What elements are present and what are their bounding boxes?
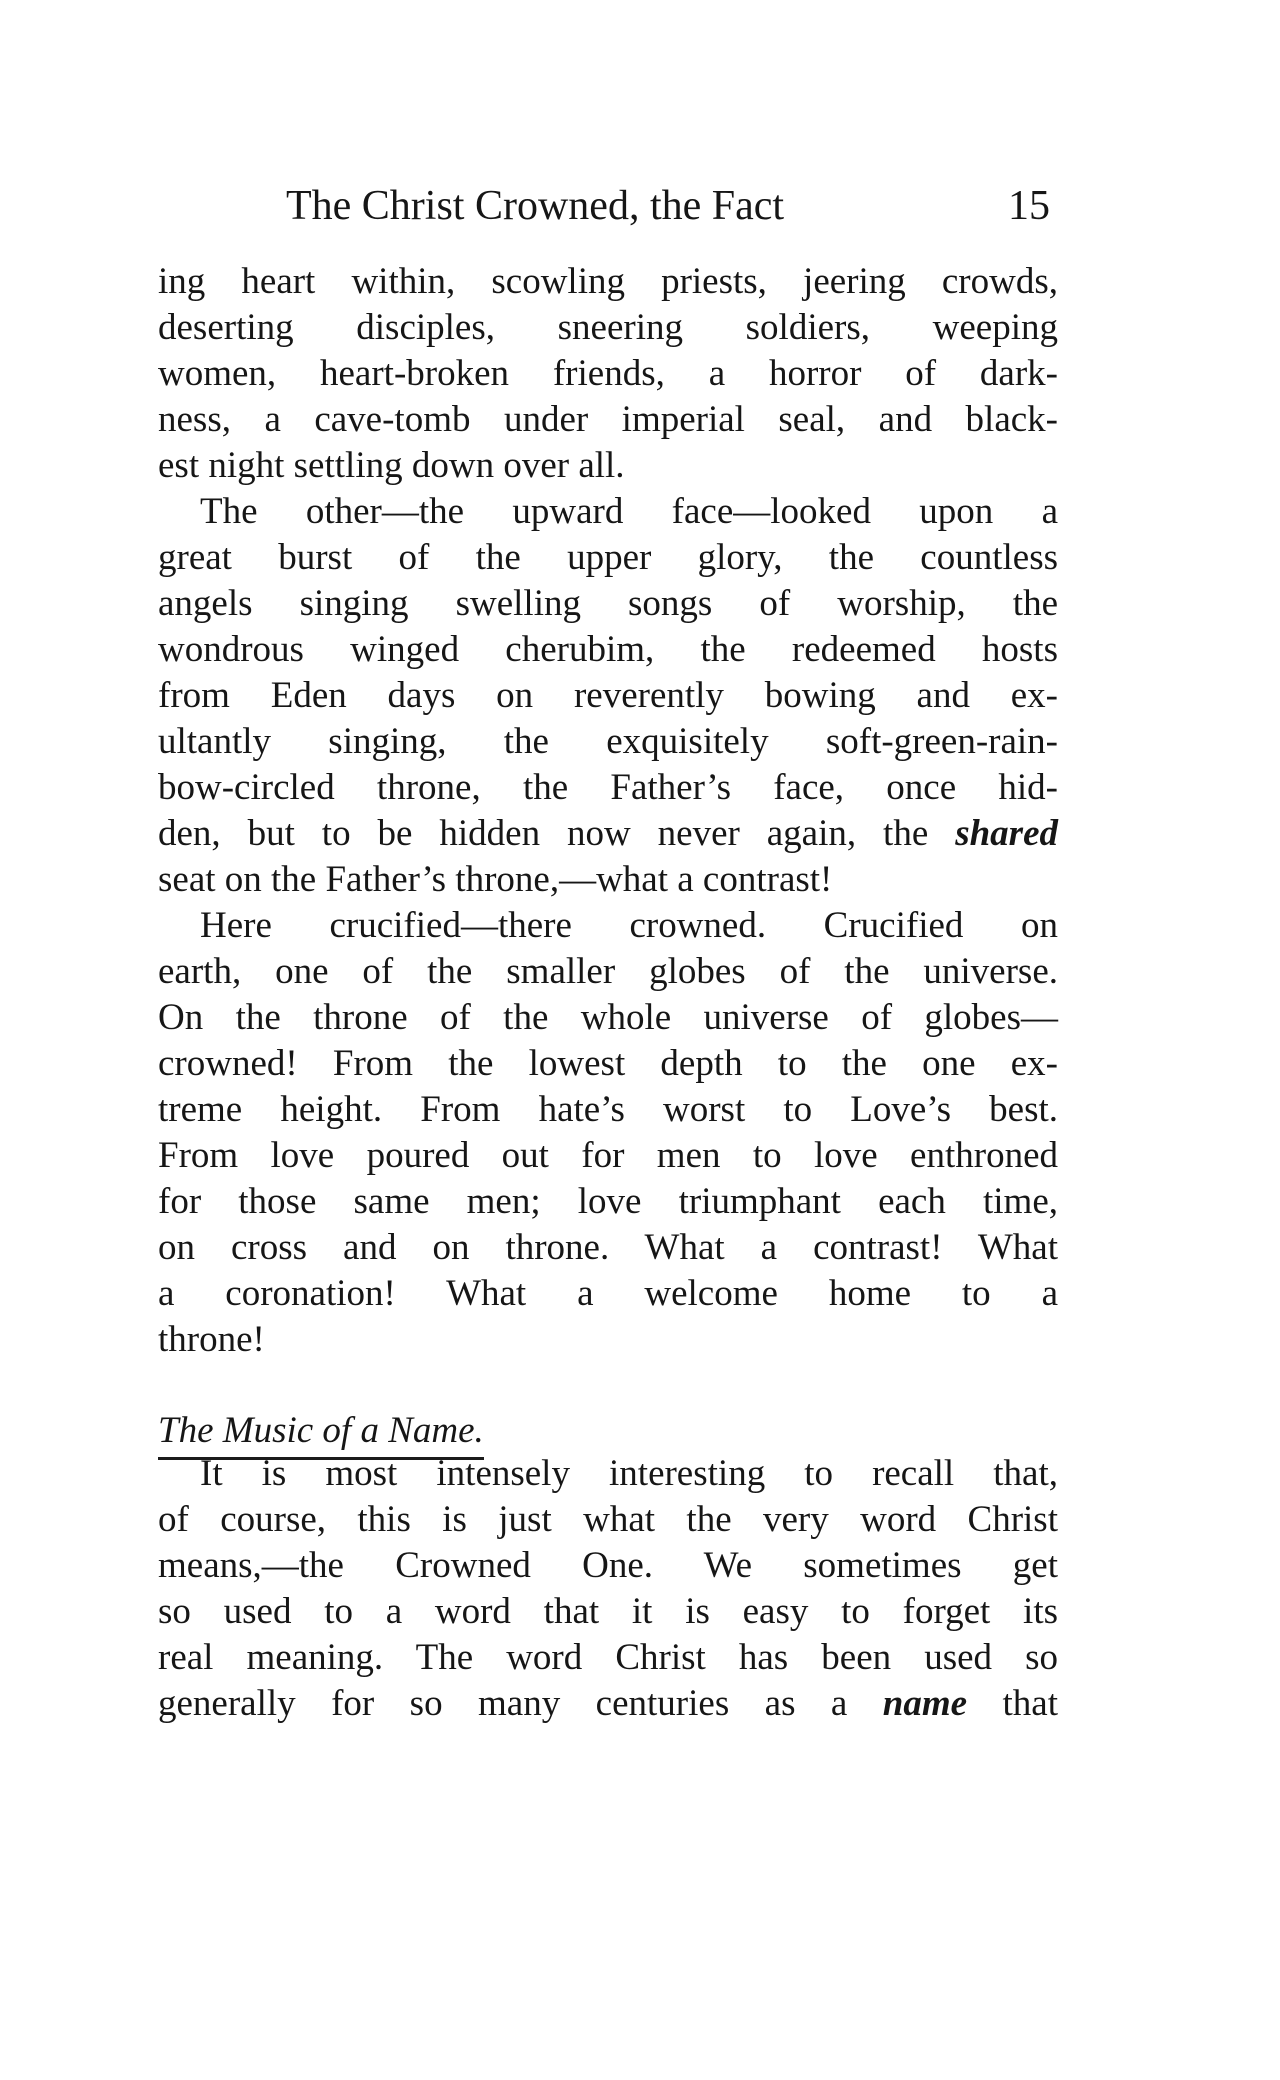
- text-fragment: generally for so many centuries as a: [158, 1683, 883, 1724]
- page-number: 15: [1008, 183, 1050, 229]
- text-line: treme height. From hate’s worst to Love’s best.: [158, 1089, 1058, 1130]
- section-body-text: [158, 1451, 1058, 1727]
- text-line: angels singing swelling songs of worship, the: [158, 583, 1058, 624]
- text-line: throne!: [158, 1319, 265, 1360]
- text-line: It is most intensely interesting to recall that,: [200, 1453, 1058, 1494]
- section-heading: The Music of a Name.: [158, 1408, 484, 1460]
- text-line: est night settling down over all.: [158, 445, 625, 486]
- text-line: The other—the upward face—looked upon a: [200, 491, 1058, 532]
- body-text: [158, 259, 1058, 1363]
- text-line: From love poured out for men to love enthroned: [158, 1135, 1058, 1176]
- text-line: ing heart within, scowling priests, jeering crowds,: [158, 261, 1058, 302]
- text-line: women, heart-broken friends, a horror of dark-: [158, 353, 1058, 394]
- text-line: deserting disciples, sneering soldiers, weeping: [158, 307, 1058, 348]
- text-line: of course, this is just what the very word Christ: [158, 1499, 1058, 1540]
- text-line: On the throne of the whole universe of globes—: [158, 997, 1058, 1038]
- text-line: means,—the Crowned One. We sometimes get: [158, 1545, 1058, 1586]
- text-line: from Eden days on reverently bowing and ex-: [158, 675, 1058, 716]
- text-line: Here crucified—there crowned. Crucified on: [200, 905, 1058, 946]
- running-title: The Christ Crowned, the Fact: [286, 183, 785, 229]
- text-fragment: den, but to be hidden now never again, the: [158, 813, 956, 854]
- text-line: on cross and on throne. What a contrast! What: [158, 1227, 1058, 1268]
- text-line: a coronation! What a welcome home to a: [158, 1273, 1058, 1314]
- text-line: bow-circled throne, the Father’s face, once hid-: [158, 767, 1058, 808]
- text-line: for those same men; love triumphant each time,: [158, 1181, 1058, 1222]
- text-line: great burst of the upper glory, the countless: [158, 537, 1058, 578]
- text-line: crowned! From the lowest depth to the one ex-: [158, 1043, 1058, 1084]
- text-line: so used to a word that it is easy to forget its: [158, 1591, 1058, 1632]
- emphasized-word: shared: [955, 813, 1058, 854]
- text-line: ness, a cave-tomb under imperial seal, and black-: [158, 399, 1058, 440]
- text-line: wondrous winged cherubim, the redeemed hosts: [158, 629, 1058, 670]
- text-line: earth, one of the smaller globes of the universe.: [158, 951, 1058, 992]
- emphasized-word: name: [882, 1683, 968, 1724]
- text-line: ultantly singing, the exquisitely soft-green-rain-: [158, 721, 1058, 762]
- page-header: [158, 176, 1058, 236]
- text-line: real meaning. The word Christ has been used so: [158, 1637, 1058, 1678]
- text-fragment: that: [1002, 1683, 1059, 1724]
- text-line: [158, 1681, 1058, 1727]
- text-line: seat on the Father’s throne,—what a contrast!: [158, 859, 833, 900]
- text-line: [158, 811, 1058, 857]
